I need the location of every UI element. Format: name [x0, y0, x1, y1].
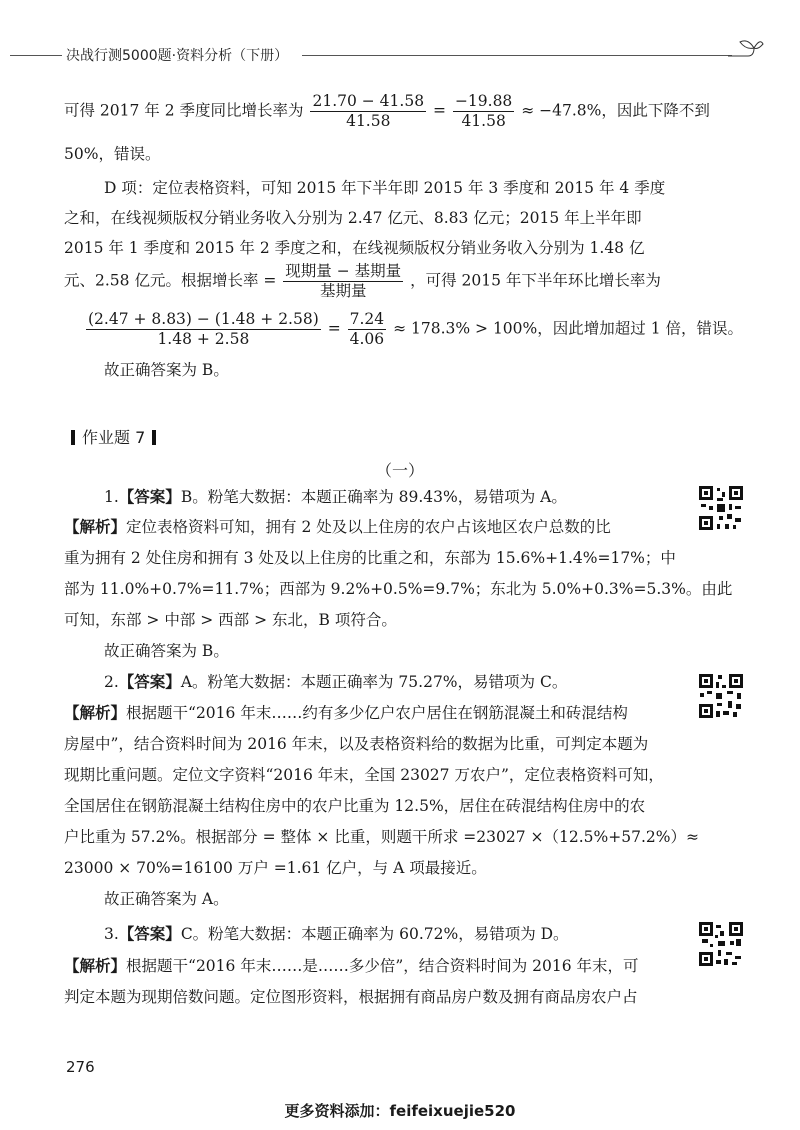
analysis-tag: 【解析】 [64, 703, 127, 722]
question-1-answer [104, 487, 724, 507]
footer-promo: 更多资料添加：feifeixuejie520 [284, 1102, 516, 1120]
fraction-numerator: 7.24 [349, 310, 385, 328]
question-2-analysis-line: 23000 × 70%=16100 万户 =1.61 亿户，与 A 项最接近。 [64, 859, 487, 877]
growth-formula-line [64, 92, 710, 131]
fraction-denominator: 41.58 [346, 112, 391, 130]
equals-sign: = [433, 101, 446, 120]
fraction-1 [310, 92, 426, 131]
question-1-analysis-line: 可知，东部 > 中部 > 西部 > 东北，B 项符合。 [64, 611, 397, 629]
text: 元、2.58 亿元。根据增长率 = [64, 271, 277, 290]
fraction-3 [283, 262, 403, 301]
question-1-analysis-line: 重为拥有 2 处住房和拥有 3 处及以上住房的比重之和，东部为 15.6%+1.4%=17%；中 [64, 549, 676, 567]
calculation-line [84, 310, 743, 349]
fraction-numerator: 21.70 − 41.58 [312, 92, 425, 110]
question-3-answer [104, 924, 724, 944]
question-1-analysis-line: 部为 11.0%+0.7%=11.7%；西部为 9.2%+0.5%=9.7%；东北为 5.0%+0.3%=5.3%。由此 [64, 580, 733, 598]
fraction-numerator: −19.88 [454, 92, 513, 110]
text: ≈ −47.8%，因此下降不到 [521, 101, 710, 120]
fraction-5 [348, 310, 387, 349]
text: ≈ 178.3% > 100%，因此增加超过 1 倍，错误。 [393, 319, 743, 338]
question-2-analysis-line: 户比重为 57.2%。根据部分 = 整体 × 比重，则题干所求 =23027 ×（12.5%+57.2%）≈ [64, 828, 699, 846]
question-3-analysis-line [64, 956, 684, 976]
question-2-answer [104, 672, 724, 692]
conclusion-line: 故正确答案为 B。 [104, 361, 229, 379]
answer-text: A。粉笔大数据：本题正确率为 75.27%，易错项为 C。 [180, 673, 568, 691]
question-1-conclusion: 故正确答案为 B。 [104, 642, 229, 660]
fraction-denominator: 4.06 [349, 330, 385, 348]
answer-text: B。粉笔大数据：本题正确率为 89.43%，易错项为 A。 [180, 488, 567, 506]
heading-bar-left [71, 430, 75, 445]
fraction-numerator: (2.47 + 8.83) − (1.48 + 2.58) [88, 310, 319, 328]
paragraph-line: 2015 年 1 季度和 2015 年 2 季度之和，在线视频版权分销业务收入分别为 1.48 亿 [64, 239, 645, 257]
answer-text: C。粉笔大数据：本题正确率为 60.72%，易错项为 D。 [180, 925, 569, 943]
fraction-2 [453, 92, 514, 131]
text: ，可得 2015 年下半年环比增长率为 [410, 271, 661, 290]
page-number: 276 [66, 1058, 95, 1076]
question-3-analysis-line: 判定本题为现期倍数问题。定位图形资料，根据拥有商品房户数及拥有商品房农户占 [64, 988, 638, 1006]
analysis-text: 根据题干“2016 年末……约有多少亿户农户居住在钢筋混凝土和砖混结构 [126, 704, 628, 722]
answer-tag: 【答案】 [118, 487, 181, 506]
leaf-icon [726, 34, 764, 62]
fraction-denominator: 1.48 + 2.58 [157, 330, 250, 348]
question-number: 1. [104, 488, 119, 506]
equals-sign: = [327, 319, 341, 338]
text: 可得 2017 年 2 季度同比增长率为 [64, 101, 304, 120]
analysis-tag: 【解析】 [64, 956, 127, 975]
paragraph-line: D 项：定位表格资料，可知 2015 年下半年即 2015 年 3 季度和 2015 年 4 季度 [104, 179, 666, 197]
fraction-denominator: 41.58 [461, 112, 506, 130]
paragraph-line: 50%，错误。 [64, 145, 161, 163]
section-heading [64, 425, 163, 448]
question-2-analysis-line: 全国居住在钢筋混凝土结构住房中的农户比重为 12.5%，居住在砖混结构住房中的农 [64, 797, 646, 815]
header-rule-left [10, 55, 62, 56]
heading-bar-right [152, 430, 156, 445]
section-title: 作业题 7 [82, 428, 146, 447]
question-2-analysis-line: 现期比重问题。定位文字资料“2016 年末，全国 23027 万农户”，定位表格资料可知， [64, 766, 664, 784]
answer-tag: 【答案】 [118, 672, 181, 691]
growth-rate-formula-line [64, 262, 661, 301]
header-rule-right [302, 55, 732, 56]
analysis-text: 根据题干“2016 年末……是……多少倍”，结合资料时间为 2016 年末，可 [126, 957, 639, 975]
fraction-numerator: 现期量 − 基期量 [285, 262, 402, 280]
fraction-4 [86, 310, 321, 349]
paragraph-line: 之和，在线视频版权分销业务收入分别为 2.47 亿元、8.83 亿元；2015 年上半年即 [64, 209, 642, 227]
question-2-analysis-line [64, 703, 684, 723]
analysis-text: 定位表格资料可知，拥有 2 处及以上住房的农户占该地区农户总数的比 [126, 518, 611, 536]
qr-code-icon[interactable] [697, 920, 745, 968]
fraction-denominator: 基期量 [319, 282, 367, 300]
subsection-heading: （一） [375, 461, 424, 480]
question-number: 3. [104, 925, 119, 943]
question-2-conclusion: 故正确答案为 A。 [104, 890, 229, 908]
question-2-analysis-line: 房屋中”，结合资料时间为 2016 年末，以及表格资料给的数据为比重，可判定本题为 [64, 735, 649, 753]
question-number: 2. [104, 673, 119, 691]
answer-tag: 【答案】 [118, 924, 181, 943]
qr-code-icon[interactable] [697, 672, 745, 720]
question-1-analysis-line [64, 517, 684, 537]
qr-code-icon[interactable] [697, 484, 745, 532]
analysis-tag: 【解析】 [64, 517, 127, 536]
header-title: 决战行测5000题·资料分析（下册） [66, 48, 289, 64]
